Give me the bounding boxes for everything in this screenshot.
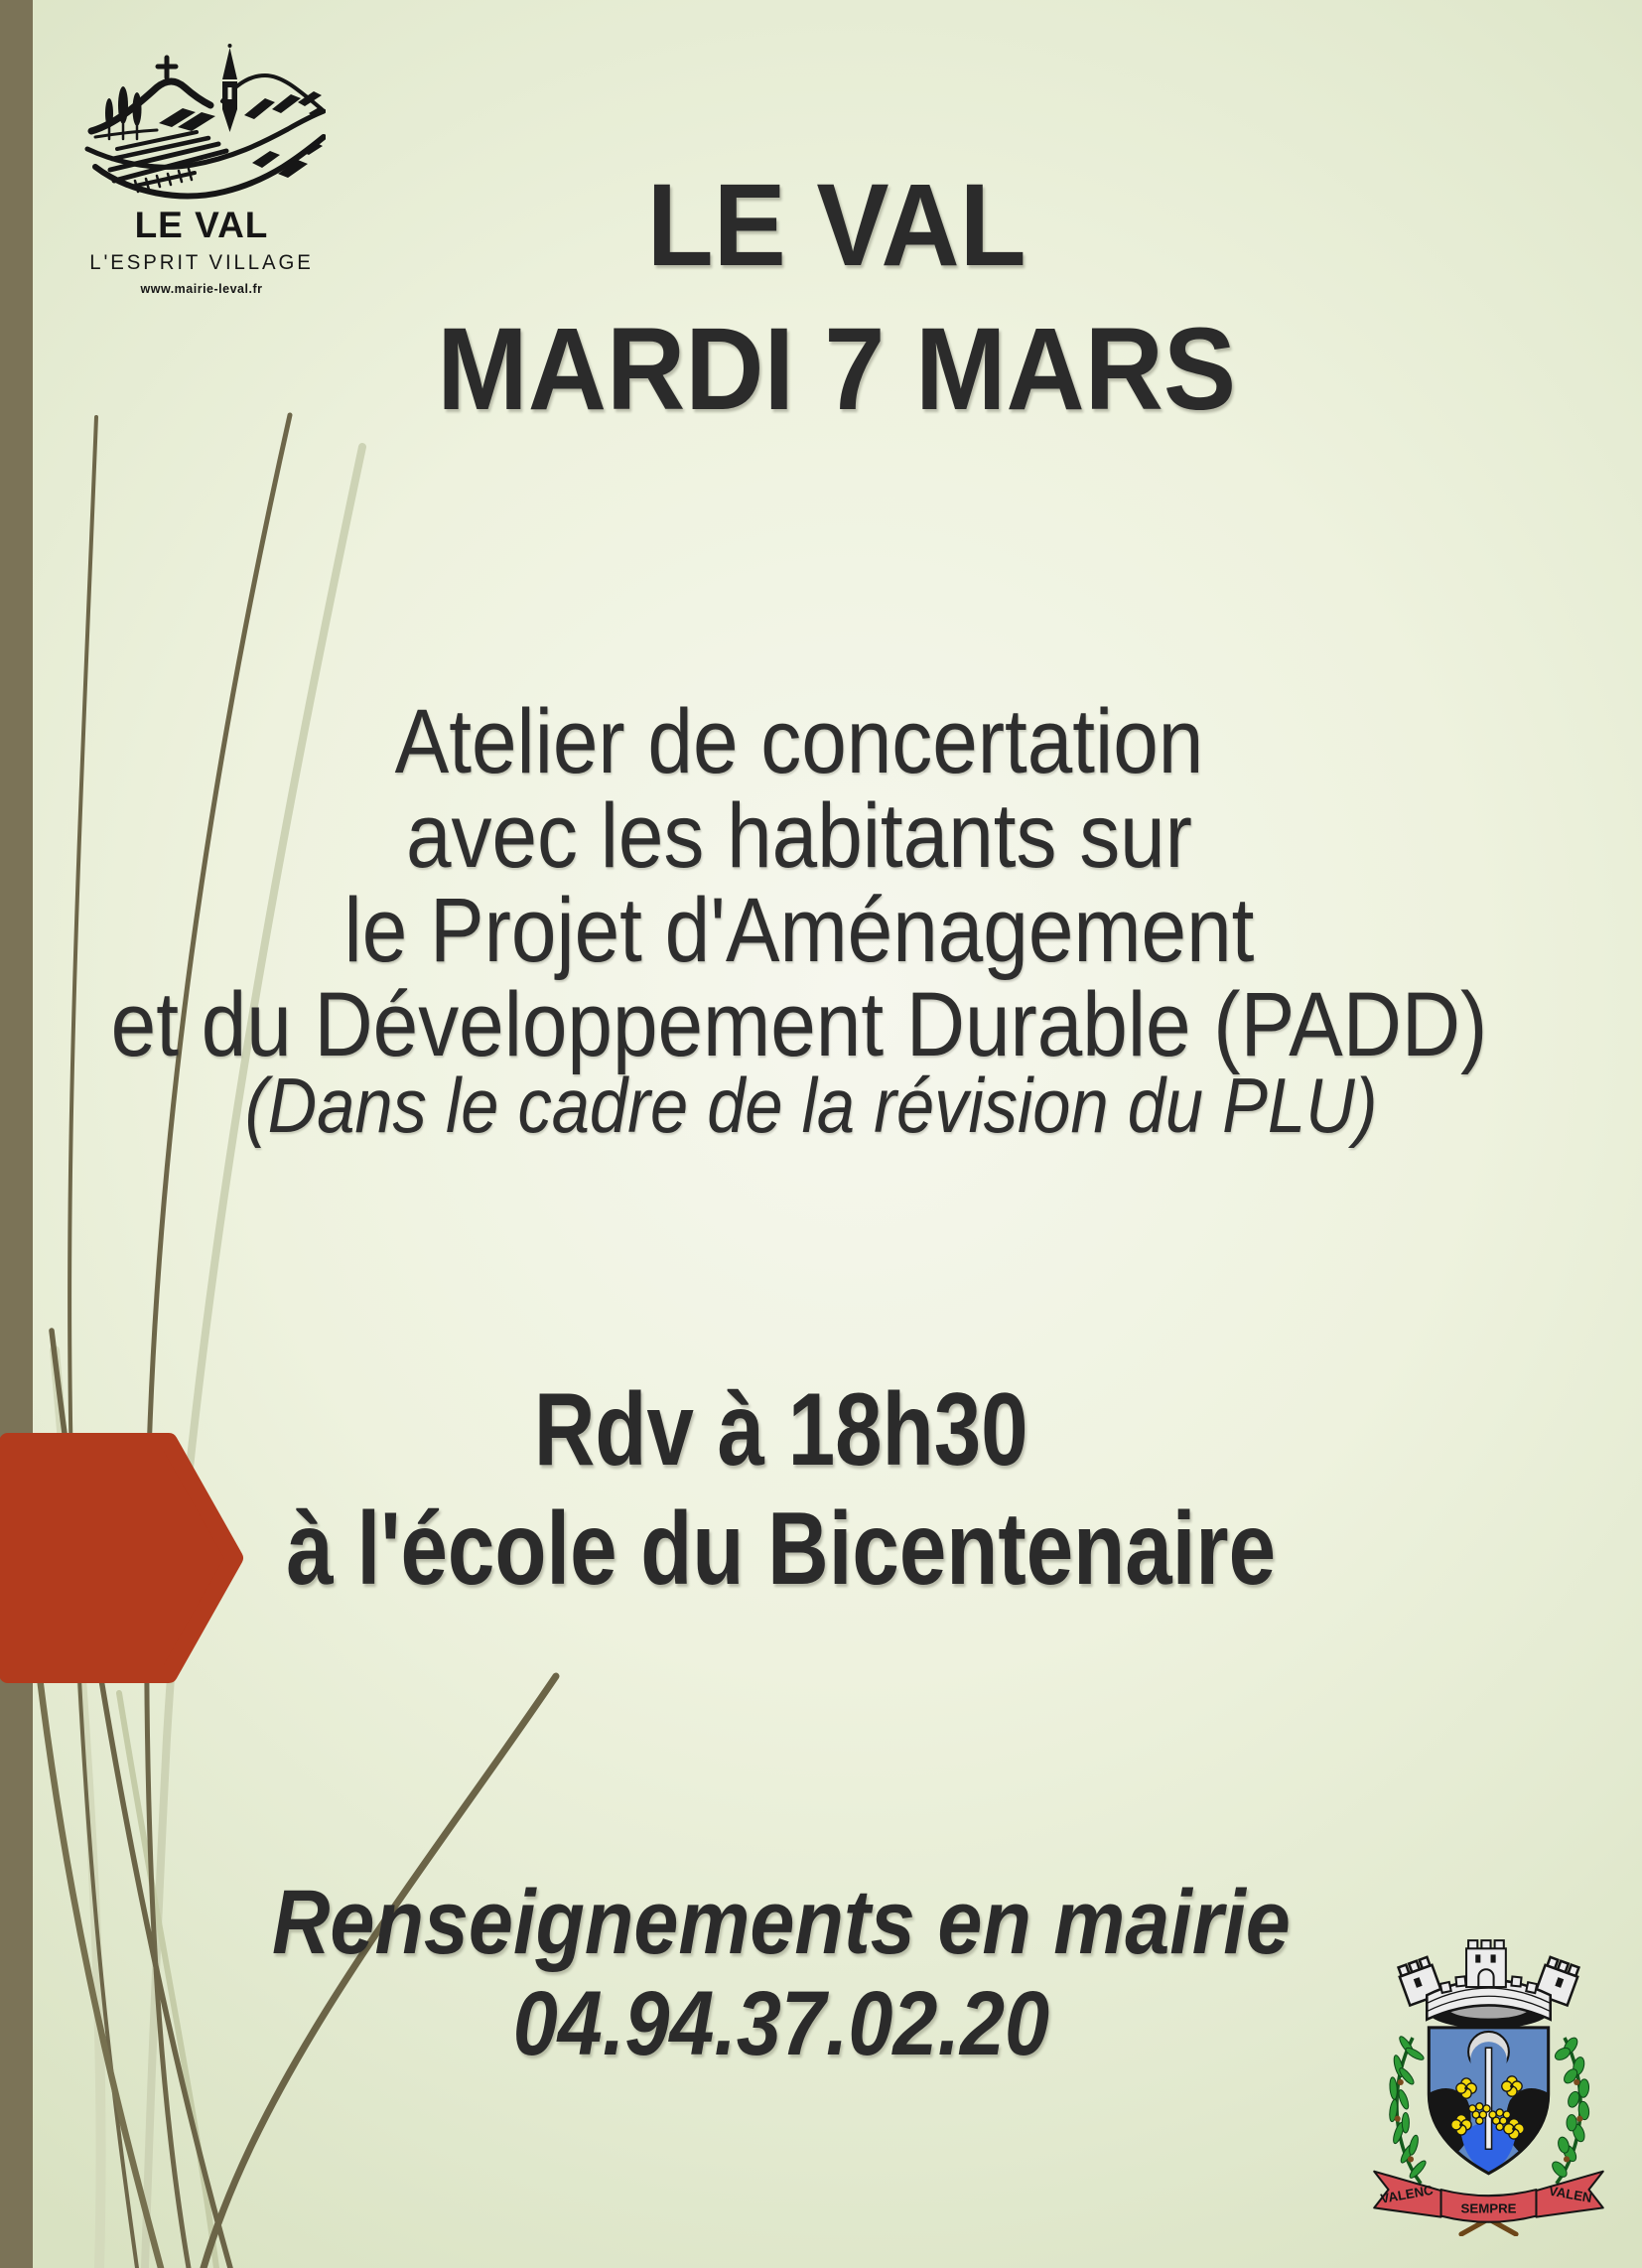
- description-line: avec les habitants sur: [406, 785, 1192, 887]
- crest-motto-right: VALEN: [1547, 2183, 1593, 2206]
- description-line: et du Développement Durable (PADD): [110, 974, 1488, 1075]
- meeting-time: Rdv à 18h30: [534, 1372, 1028, 1488]
- description-line: le Projet d'Aménagement: [343, 880, 1255, 981]
- logo-website: www.mairie-leval.fr: [140, 282, 263, 296]
- description-line: Atelier de concertation: [394, 691, 1204, 792]
- meeting-info: [0, 1370, 1563, 1609]
- event-title-line1: LE VAL: [646, 160, 1027, 291]
- event-title: [32, 154, 1642, 442]
- event-title-line2: MARDI 7 MARS: [437, 304, 1237, 435]
- contact-info: [0, 1872, 1563, 2074]
- meeting-place: à l'école du Bicentenaire: [286, 1491, 1277, 1607]
- logo-tagline: L'ESPRIT VILLAGE: [89, 251, 314, 274]
- crest-motto-left: VALENC: [1379, 2182, 1435, 2206]
- contact-phone: 04.94.37.02.20: [512, 1973, 1050, 2074]
- coat-of-arms-icon: [1362, 1934, 1615, 2236]
- logo-title: LE VAL: [134, 205, 269, 245]
- crest-motto-center: SEMPRE: [1460, 2200, 1517, 2216]
- context-note: (Dans le cadre de la révision du PLU): [244, 1062, 1378, 1149]
- event-description: [0, 691, 1598, 1075]
- contact-line: Renseignements en mairie: [272, 1872, 1291, 1973]
